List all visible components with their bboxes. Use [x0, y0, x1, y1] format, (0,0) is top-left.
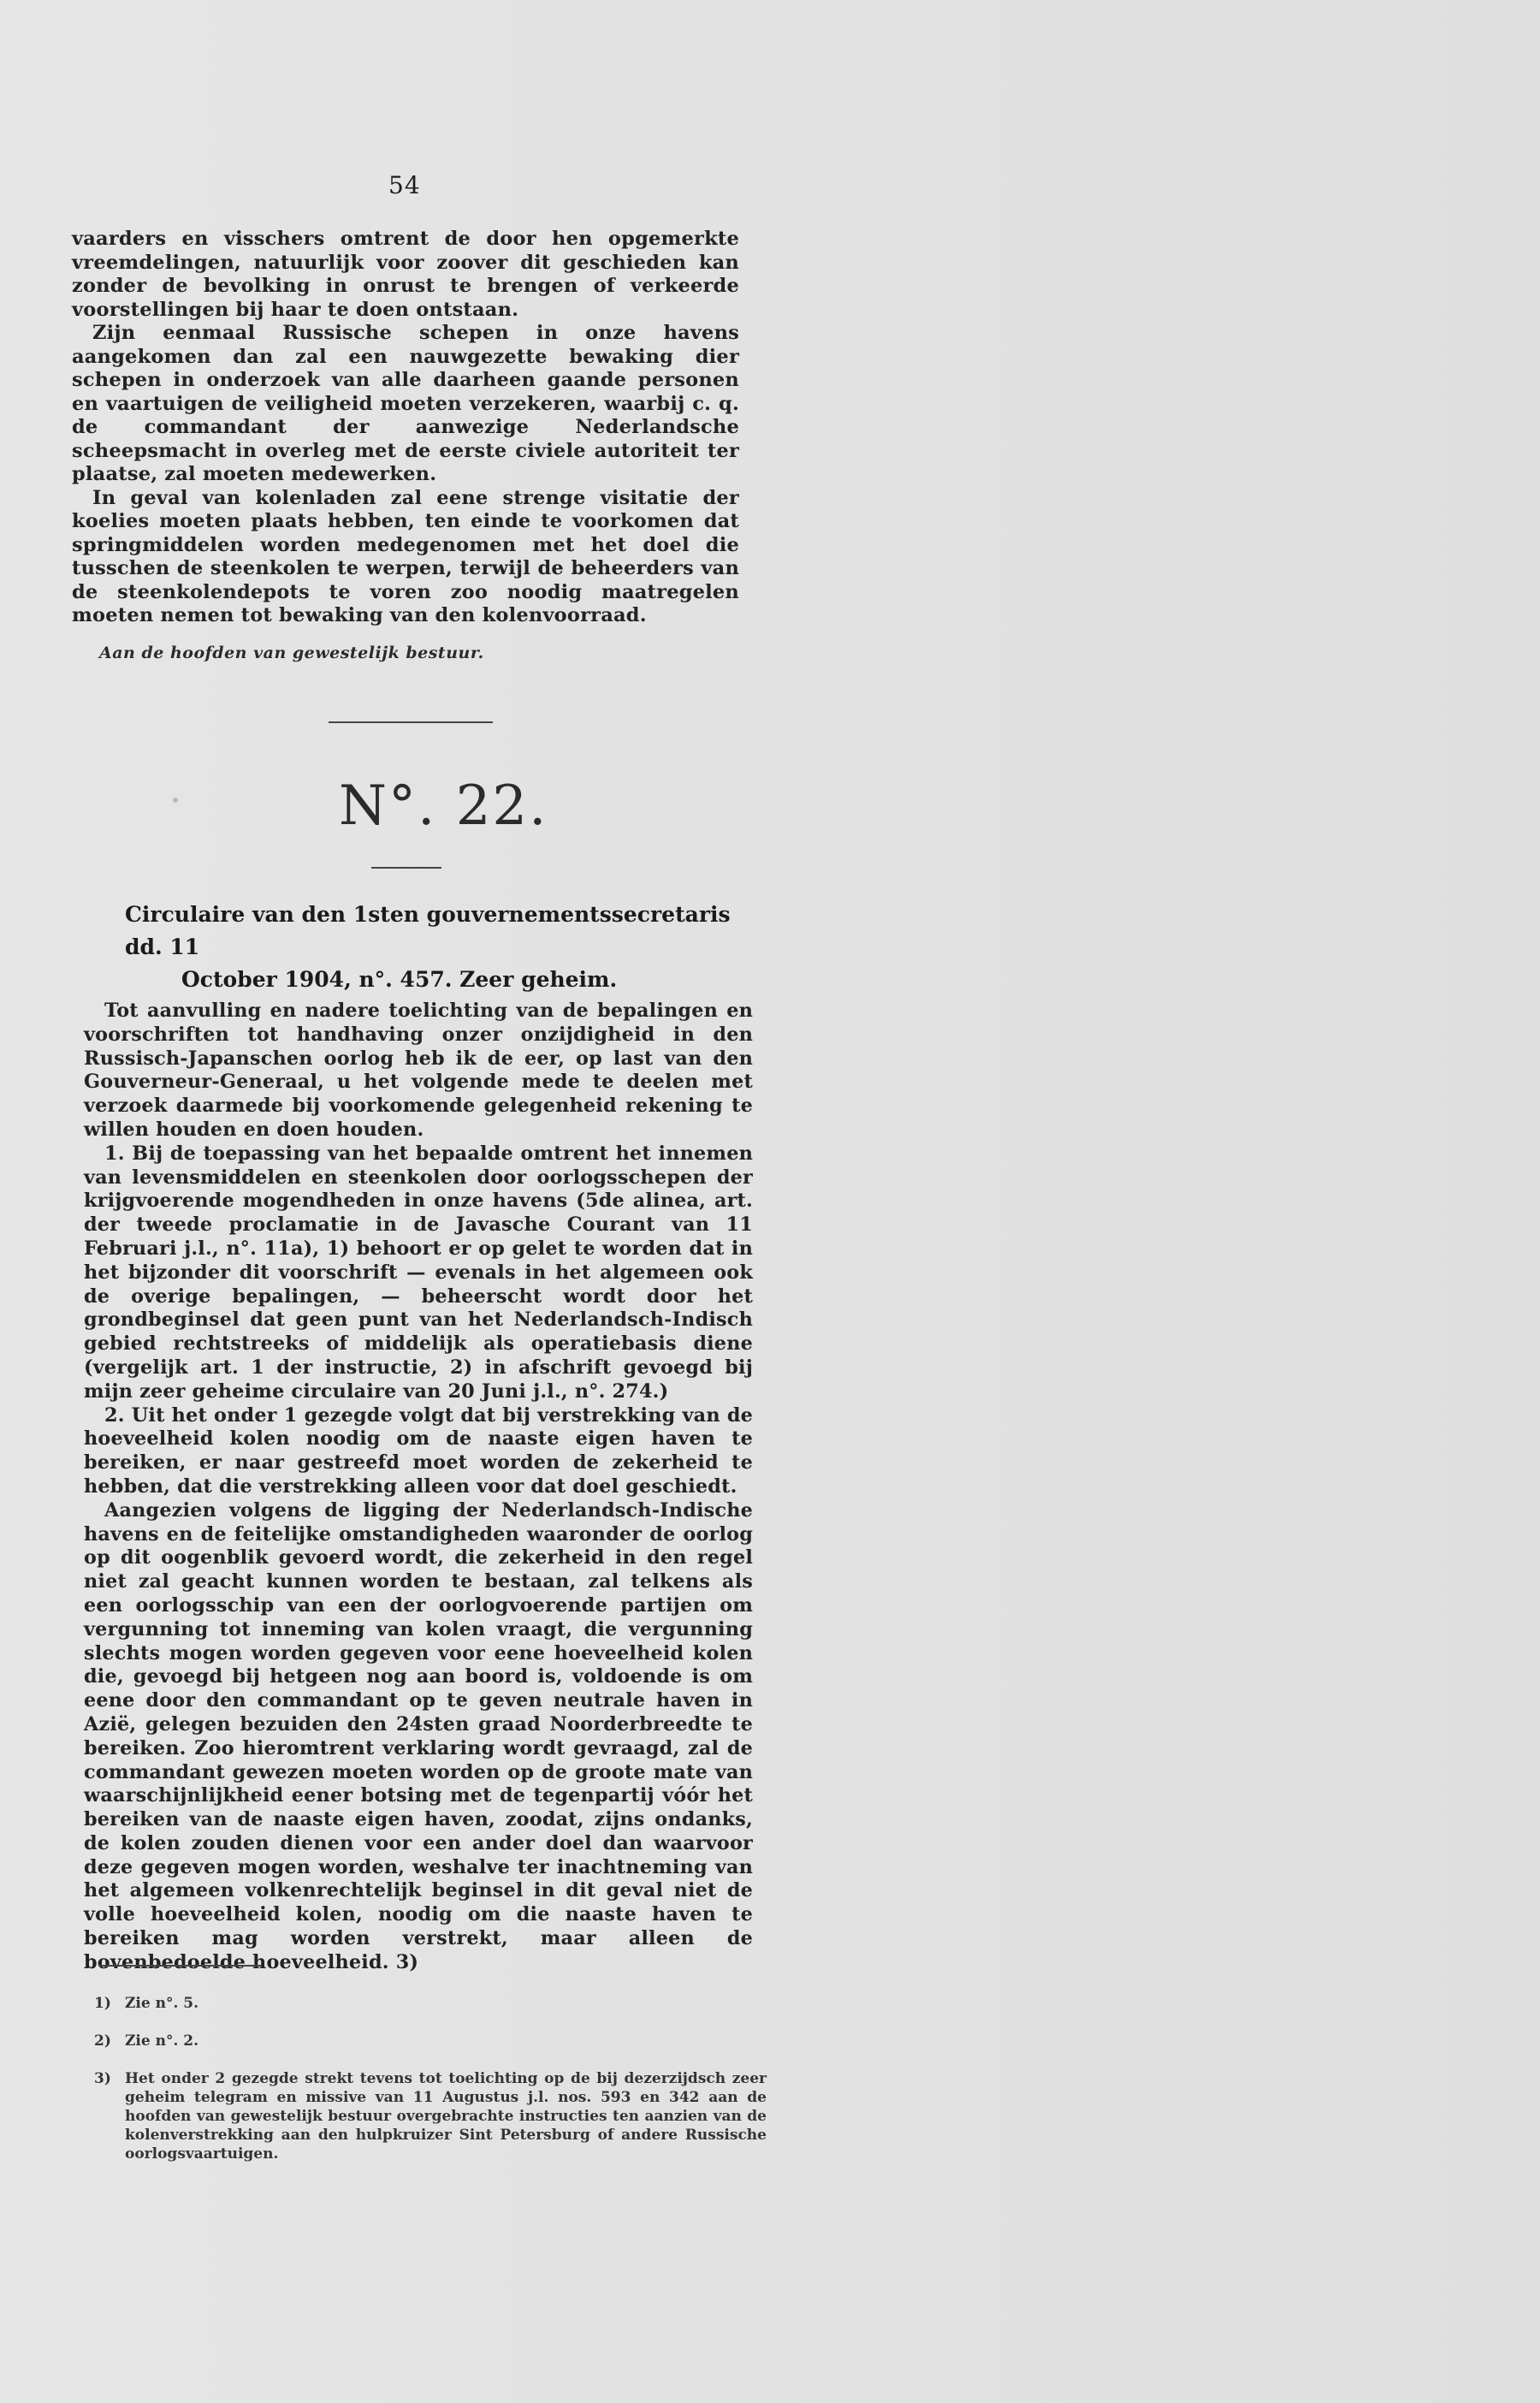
page-number: 54	[388, 171, 421, 199]
top-text-block	[72, 228, 739, 628]
addressee-line: Aan de hoofden van gewestelijk bestuur.	[99, 644, 484, 662]
paragraph: In geval van kolenladen zal eene strenge visitatie der koelies moeten plaats hebben, ten einde te voorkomen dat springmiddelen worden medegenomen met het doel die tusschen de steenkolen te werpen, terwijl de beheerders van de steenkolendepots te voren zoo noodig maatregelen moeten nemen tot bewaking van den kolenvoorraad.	[72, 486, 739, 626]
paragraph: Tot aanvulling en nadere toelichting van de bepalingen en voorschriften tot handhaving onzer onzijdigheid in den Russisch-Japanschen oorlog heb ik de eer, op last van den Gouverneur-Generaal, u het volgende mede te deelen met verzoek daarmede bij voorkomende gelegenheid rekening te willen houden en doen houden.	[84, 1000, 753, 1141]
paragraph: 1. Bij de toepassing van het bepaalde omtrent het innemen van levensmiddelen en steenkolen door oorlogsschepen der krijgvoerende mogendheden in onze havens (5de alinea, art. der tweede proclamatie in de Javasche Courant van 11 Februari j.l., n°. 11a), 1) behoort er op gelet te worden dat in het bijzonder dit voorschrift — evenals in het algemeen ook de overige bepalingen, — beheerscht wordt door het grondbeginsel dat geen punt van het Nederlandsch-Indisch gebied rechtstreeks of middelijk als operatiebasis diene (vergelijk art. 1 der instructie, 2) in afschrift gevoegd bij mijn zeer geheime circulaire van 20 Juni j.l., n°. 274.)	[84, 1142, 753, 1403]
circular-title-line-2: October 1904, n°. 457. Zeer geheim.	[181, 967, 618, 992]
footnote-mark: 1)	[94, 1995, 111, 2012]
heading-divider	[371, 867, 441, 869]
footnote-text: Zie n°. 5.	[125, 1995, 199, 2012]
paragraph: Aangezien volgens de ligging der Nederlandsch-Indische havens en de feitelijke omstandigheden waaronder de oorlog op dit oogenblik gevoerd wordt, die zekerheid in den regel niet zal geacht kunnen worden te bestaan, zal telkens als een oorlogsschip van een der oorlogvoerende partijen om vergunning tot inneming van kolen vraagt, die vergunning slechts mogen worden gegeven voor eene hoeveelheid kolen die, gevoegd bij hetgeen nog aan boord is, voldoende is om eene door den commandant op te geven neutrale haven in Azië, gelegen bezuiden den 24sten graad Noorderbreedte te bereiken. Zoo hieromtrent verklaring wordt gevraagd, zal de commandant gewezen moeten worden op de groote mate van waarschijnlijkheid eener botsing met de tegenpartij vóór het bereiken van de naaste eigen haven, zoodat, zijns ondanks, de kolen zouden dienen voor een ander doel dan waarvoor deze gegeven mogen worden, weshalve ter inachtneming van het algemeen volkenrechtelijk beginsel in dit geval niet de volle hoeveelheid kolen, noodig om die naaste haven te bereiken mag worden verstrekt, maar alleen de bovenbedoelde hoeveelheid. 3)	[84, 1498, 753, 1973]
paragraph: vaarders en visschers omtrent de door hen opgemerkte vreemdelingen, natuurlijk voor zoover dit geschieden kan zonder de bevolking in onrust te brengen of verkeerde voorstellingen bij haar te doen ontstaan.	[72, 228, 739, 321]
circular-title-line-1: Circulaire van den 1sten gouvernementssecretaris dd. 11	[125, 902, 731, 959]
footnote-mark: 3)	[94, 2070, 111, 2087]
circular-title	[82, 899, 758, 996]
circular-body	[84, 1000, 753, 1975]
footnote	[94, 2069, 767, 2163]
footnote-text: Zie n°. 2.	[125, 2032, 199, 2050]
paragraph: 2. Uit het onder 1 gezegde volgt dat bij verstrekking van de hoeveelheid kolen noodig om de naaste eigen haven te bereiken, er naar gestreefd moet worden de zekerheid te hebben, dat die verstrekking alleen voor dat doel geschiedt.	[84, 1403, 753, 1498]
footnote-mark: 2)	[94, 2032, 111, 2050]
footnote-text: Het onder 2 gezegde strekt tevens tot toelichting op de bij dezerzijdsch zeer geheim telegram en missive van 11 Augustus j.l. nos. 593 en 342 aan de hoofden van gewestelijk bestuur overgebrachte instructies ten aanzien van de kolenverstrekking aan den hulpkruizer Sint Petersburg of andere Russische oorlogsvaartuigen.	[125, 2070, 767, 2163]
paper-speck	[173, 798, 178, 803]
section-divider	[329, 721, 493, 723]
footnotes	[94, 1994, 767, 2163]
paragraph: Zijn eenmaal Russische schepen in onze havens aangekomen dan zal een nauwgezette bewaking dier schepen in onderzoek van alle daarheen gaande personen en vaartuigen de veiligheid moeten verzekeren, waarbij c. q. de commandant der aanwezige Nederlandsche scheepsmacht in overleg met de eerste civiele autoriteit ter plaatse, zal moeten medewerken.	[72, 322, 739, 485]
footnote	[94, 2032, 767, 2050]
footnote	[94, 1994, 767, 2013]
footnote-divider	[99, 1965, 262, 1967]
document-number-heading: N°. 22.	[339, 774, 548, 838]
